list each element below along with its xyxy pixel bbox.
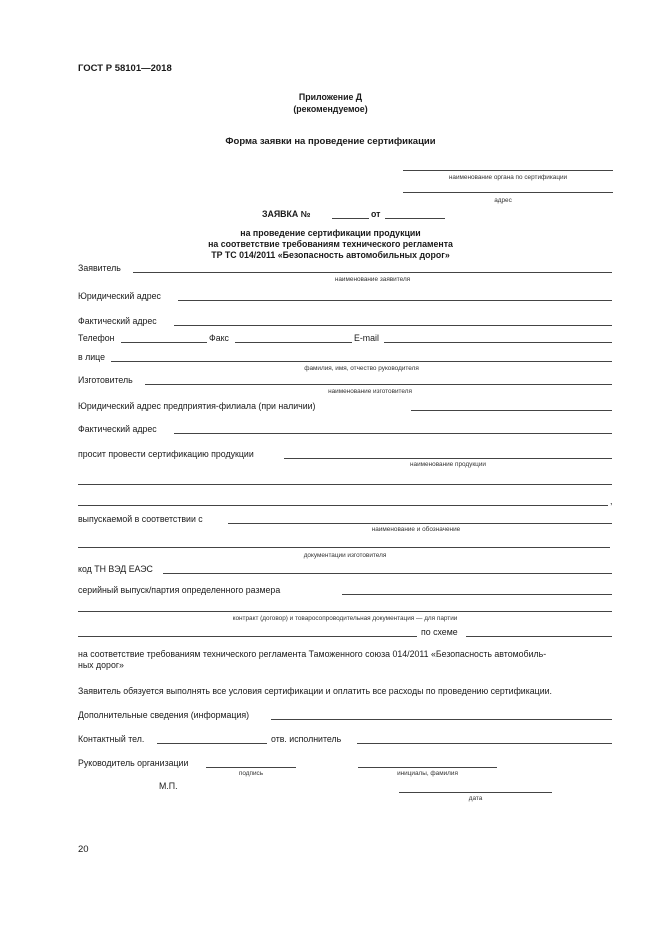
signature-line[interactable] [206,767,296,768]
product-line-2[interactable] [78,484,612,485]
manufacturer-label: Изготовитель [78,375,133,385]
contact-line[interactable] [157,743,267,744]
email-line[interactable] [384,342,612,343]
phone-line[interactable] [121,342,207,343]
head-label: Руководитель организации [78,758,189,768]
produced-line[interactable] [228,523,612,524]
manufacturer-line[interactable] [145,384,612,385]
product-comma: , [610,496,613,506]
additional-label: Дополнительные сведения (информация) [78,710,250,720]
mfr-docs-line[interactable] [78,547,610,548]
contact-label: Контактный тел. [78,734,145,744]
in-person-line[interactable] [111,361,612,362]
applicant-label: Заявитель [78,263,121,273]
application-subtitle-3: ТР ТС 014/2011 «Безопасность автомобильных дорог» [211,250,450,260]
applicant-caption: наименование заявителя [334,276,411,283]
initials-caption: инициалы, фамилия [397,770,458,777]
contract-caption: контракт (договор) и товаросопроводительная документация — для партии [232,615,458,622]
tnved-line[interactable] [163,573,612,574]
serial-label: серийный выпуск/партия определенного размера [78,585,281,595]
application-subtitle-1: на проведение сертификации продукции [240,228,421,238]
scheme-line[interactable] [466,636,612,637]
head-person-caption: фамилия, имя, отчество руководителя [304,365,419,372]
application-from: от [371,209,381,219]
request-label: просит провести сертификацию продукции [78,449,254,459]
produced-label: выпускаемой в соответствии с [78,514,203,524]
signature-caption: подпись [238,770,264,777]
conformity-paragraph-line-2: ных дорог» [78,660,124,670]
initials-line[interactable] [358,767,497,768]
product-line-3[interactable] [78,505,608,506]
legal-address-label: Юридический адрес [78,291,161,301]
appendix-note: (рекомендуемое) [293,104,368,114]
designation-caption: наименование и обозначение [371,526,461,533]
application-title: ЗАЯВКА № [262,209,311,219]
legal-address-line[interactable] [178,300,612,301]
standard-code: ГОСТ Р 58101—2018 [78,63,172,74]
in-person-label: в лице [78,352,105,362]
branch-address-line[interactable] [411,410,612,411]
email-label: E-mail [354,333,379,343]
conformity-paragraph-line-1: на соответствие требованиям технического регламента Таможенного союза 014/2011 «Безопасность автомобиль- [78,650,547,659]
fax-label: Факс [209,333,229,343]
actual-address-line[interactable] [174,325,612,326]
product-caption: наименование продукции [410,461,486,468]
address-caption: адрес [494,197,512,204]
mfr-docs-caption: документации изготовителя [303,552,387,559]
additional-line[interactable] [271,719,612,720]
phone-label: Телефон [78,333,115,343]
branch-address-label: Юридический адрес предприятия-филиала (при наличии) [78,401,316,411]
stamp-label: М.П. [159,781,178,791]
executor-line[interactable] [357,743,612,744]
serial-line[interactable] [342,594,612,595]
application-date-line[interactable] [385,218,445,219]
contract-line[interactable] [78,611,612,612]
appendix-title: Приложение Д [298,92,363,102]
application-subtitle-2: на соответствие требованиям технического регламента [208,239,453,249]
organ-caption: наименование органа по сертификации [448,174,568,181]
actual-address2-line[interactable] [174,433,612,434]
manufacturer-caption: наименование изготовителя [328,388,412,395]
contract-line-2[interactable] [78,636,417,637]
actual-address-label: Фактический адрес [78,316,157,326]
fax-line[interactable] [235,342,352,343]
actual-address2-label: Фактический адрес [78,424,157,434]
page-number: 20 [78,844,89,855]
date-line[interactable] [399,792,552,793]
scheme-label: по схеме [421,627,458,637]
application-number-line[interactable] [332,218,369,219]
executor-label: отв. исполнитель [271,734,342,744]
obligation-paragraph: Заявитель обязуется выполнять все условия сертификации и оплатить все расходы по проведению сертификации. [78,687,552,696]
organ-line[interactable] [403,170,613,171]
product-line[interactable] [284,458,612,459]
form-title: Форма заявки на проведение сертификации [225,136,436,147]
date-caption: дата [468,795,483,802]
applicant-line[interactable] [133,272,612,273]
address-line[interactable] [403,192,613,193]
tnved-label: код ТН ВЭД ЕАЭС [78,564,153,574]
